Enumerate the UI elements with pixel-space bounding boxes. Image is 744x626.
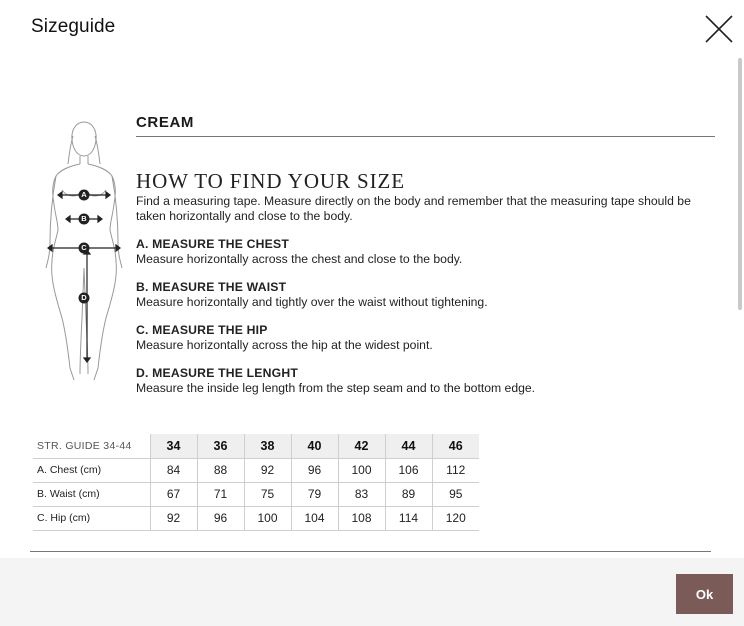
measure-waist-heading: B. MEASURE THE WAIST xyxy=(136,280,287,294)
table-cell: 84 xyxy=(150,458,197,482)
marker-d: D xyxy=(81,293,87,302)
size-header: 46 xyxy=(432,434,479,458)
row-label: A. Chest (cm) xyxy=(33,458,150,482)
brand-divider xyxy=(136,136,715,137)
table-row xyxy=(33,482,479,506)
measure-hip-text: Measure horizontally across the hip at the widest point. xyxy=(136,337,433,352)
table-cell: 92 xyxy=(244,458,291,482)
size-table-header xyxy=(33,434,479,458)
table-cell: 88 xyxy=(197,458,244,482)
modal-footer xyxy=(0,558,744,626)
table-cell: 100 xyxy=(244,506,291,530)
size-header: 40 xyxy=(291,434,338,458)
size-header: 36 xyxy=(197,434,244,458)
body-figure xyxy=(40,118,130,386)
size-guide-label: STR. GUIDE 34-44 xyxy=(37,439,132,452)
measure-hip-heading: C. MEASURE THE HIP xyxy=(136,323,268,337)
brand-name: CREAM xyxy=(136,114,194,131)
table-cell: 71 xyxy=(197,482,244,506)
table-cell: 96 xyxy=(197,506,244,530)
table-cell: 114 xyxy=(385,506,432,530)
how-to-intro: Find a measuring tape. Measure directly on the body and remember that the measuring tape should be taken horizontally and close to the body. xyxy=(136,194,691,223)
close-button[interactable] xyxy=(702,12,736,46)
table-cell: 83 xyxy=(338,482,385,506)
measure-chest-text: Measure horizontally across the chest and close to the body. xyxy=(136,251,463,266)
measure-length-heading: D. MEASURE THE LENGHT xyxy=(136,366,298,380)
size-table xyxy=(33,434,479,531)
table-cell: 89 xyxy=(385,482,432,506)
size-header: 38 xyxy=(244,434,291,458)
table-cell: 104 xyxy=(291,506,338,530)
table-cell: 67 xyxy=(150,482,197,506)
size-header: 34 xyxy=(150,434,197,458)
table-cell: 96 xyxy=(291,458,338,482)
table-cell: 112 xyxy=(432,458,479,482)
table-cell: 75 xyxy=(244,482,291,506)
scrollbar[interactable] xyxy=(738,58,742,310)
row-label: C. Hip (cm) xyxy=(33,506,150,530)
table-row xyxy=(33,506,479,530)
table-cell: 79 xyxy=(291,482,338,506)
size-header: 42 xyxy=(338,434,385,458)
measure-chest xyxy=(136,237,462,266)
marker-c: C xyxy=(81,243,87,252)
table-cell: 100 xyxy=(338,458,385,482)
close-icon xyxy=(702,12,736,46)
table-cell: 120 xyxy=(432,506,479,530)
ok-button[interactable]: Ok xyxy=(676,574,733,614)
table-cell: 92 xyxy=(150,506,197,530)
size-header: 44 xyxy=(385,434,432,458)
table-cell: 108 xyxy=(338,506,385,530)
measure-length-text: Measure the inside leg length from the step seam and to the bottom edge. xyxy=(136,380,536,395)
how-to-title: HOW TO FIND YOUR SIZE xyxy=(136,169,405,193)
table-cell: 106 xyxy=(385,458,432,482)
marker-a: A xyxy=(81,190,87,199)
row-label: B. Waist (cm) xyxy=(33,482,150,506)
bottom-divider xyxy=(30,551,711,552)
measure-waist xyxy=(136,280,488,309)
measure-waist-text: Measure horizontally and tightly over the waist without tightening. xyxy=(136,294,488,309)
modal-title: Sizeguide xyxy=(31,16,116,37)
marker-b: B xyxy=(81,214,87,223)
measure-hip xyxy=(136,323,433,352)
measure-chest-heading: A. MEASURE THE CHEST xyxy=(136,237,289,251)
table-row xyxy=(33,458,479,482)
measure-length xyxy=(136,366,535,395)
table-cell: 95 xyxy=(432,482,479,506)
